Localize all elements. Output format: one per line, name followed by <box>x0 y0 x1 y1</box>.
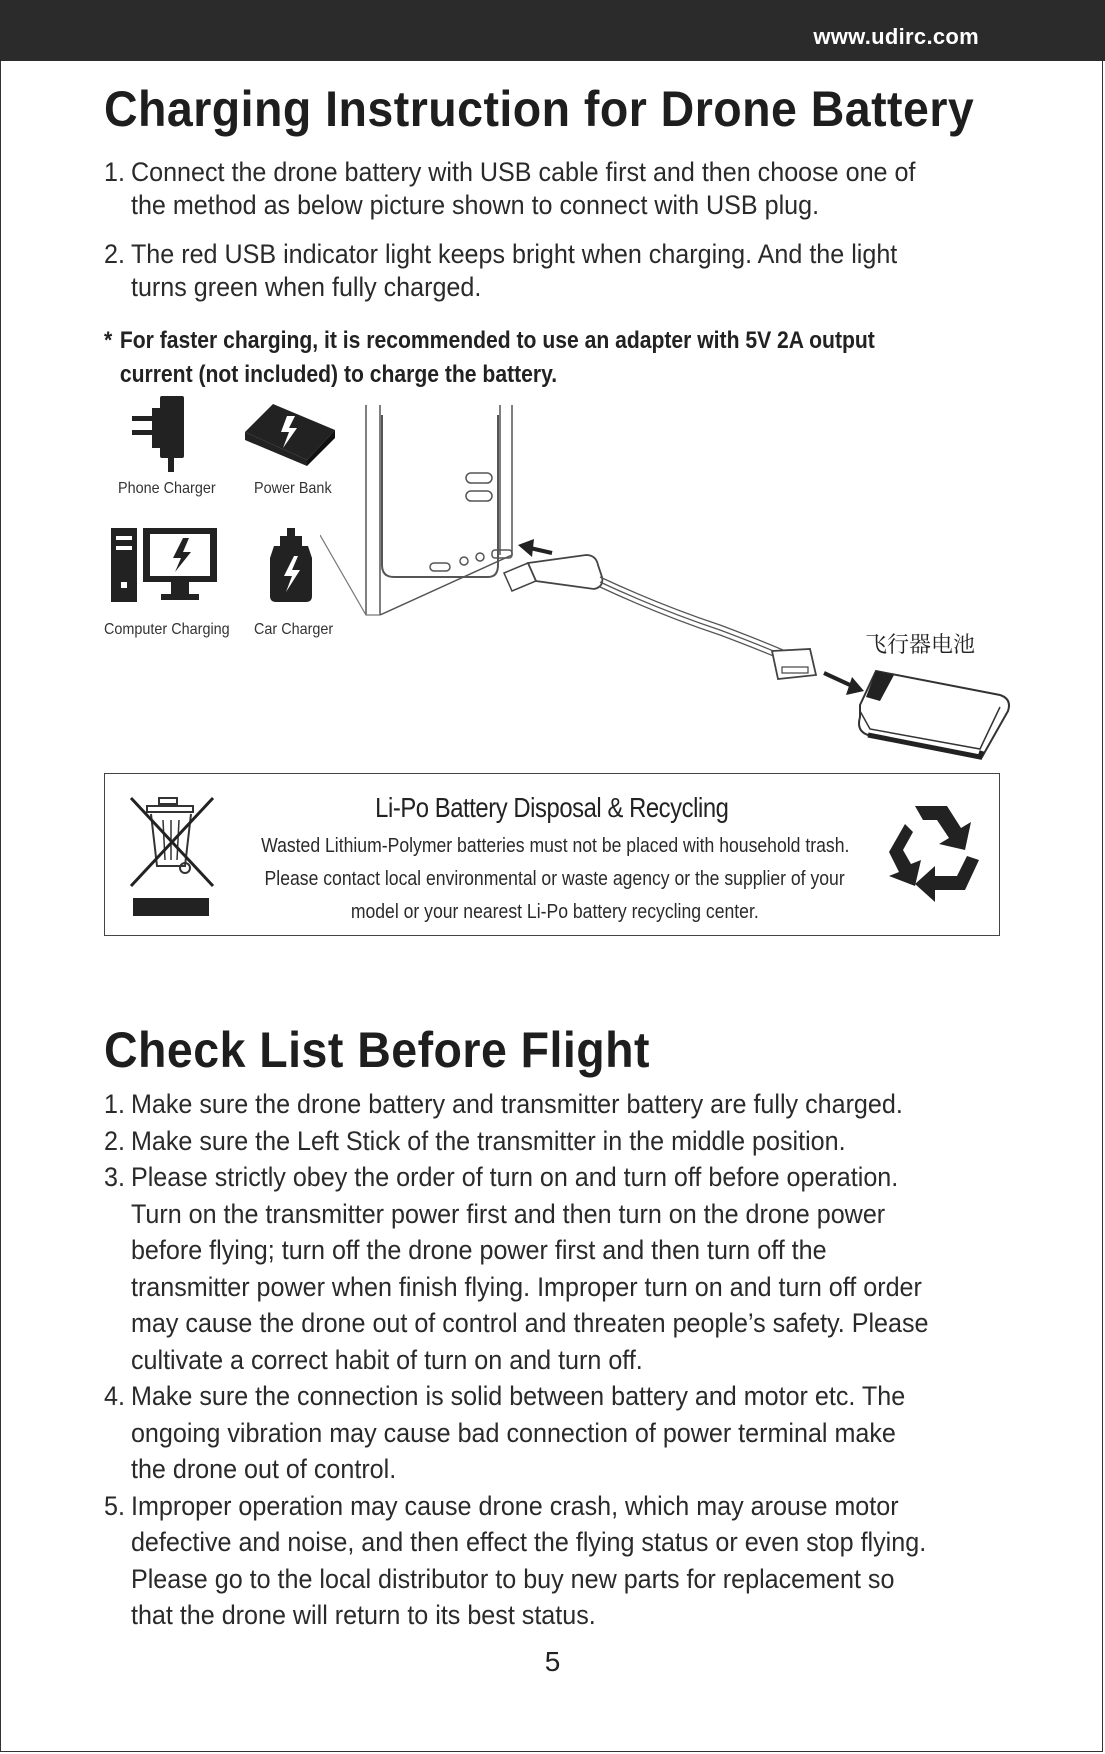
drone-battery-label: 飞行器电池 <box>865 632 976 657</box>
recycling-text: Wasted Lithium-Polymer batteries must not be placed with household trash. Please contact local environmental or waste agency or the supplier of your model or your nearest Li-Po battery recycling center. <box>260 835 850 923</box>
charging-title: Charging Instruction for Drone Battery <box>104 81 975 137</box>
charging-step: 2. The red USB indicator light keeps bright when charging. And the light turns green when fully charged. <box>104 239 898 302</box>
checklist-item: 5. Improper operation may cause drone crash, which may arouse motor defective and noise, and then effect the flying status or even stop flying. Please go to the local distributor to buy new parts for replacement so that the drone will return to its best status. <box>104 1490 927 1630</box>
checklist-item: 4. Make sure the connection is solid between battery and motor etc. The ongoing vibration may cause bad connection of power terminal make the drone out of control. <box>104 1381 906 1484</box>
charging-note: * For faster charging, it is recommended to use an adapter with 5V 2A output current (not included) to charge the battery. <box>104 327 875 388</box>
checklist-item: 2. Make sure the Left Stick of the transmitter in the middle position. <box>104 1125 846 1156</box>
charging-illustration <box>320 405 1010 760</box>
car-charger-label: Car Charger <box>254 621 334 638</box>
recycle-icon <box>875 798 987 906</box>
recycling-title: Li-Po Battery Disposal & Recycling <box>375 792 729 823</box>
phone-charger-label: Phone Charger <box>118 480 216 497</box>
checklist-item: 3. Please strictly obey the order of turn on and turn off before operation. Turn on the transmitter power first and then turn on the drone power before flying; turn off the drone power first and then turn off the transmitter power when finish flying. Improper turn on and turn off order may cause the drone out of control and threaten people’s safety. Please cultivate a correct habit of turn on and turn off. <box>104 1162 929 1375</box>
checklist-item: 1. Make sure the drone battery and transmitter battery are fully charged. <box>104 1089 903 1119</box>
charging-steps <box>104 156 993 304</box>
power-bank-label: Power Bank <box>254 480 332 497</box>
checklist-items <box>104 1086 993 1634</box>
car-charger-icon <box>270 528 312 602</box>
checklist-title: Check List Before Flight <box>104 1022 650 1078</box>
recycling-notice <box>104 773 1000 936</box>
charging-step: 1. Connect the drone battery with USB cable first and then choose one of the method as below picture shown to connect with USB plug. <box>104 157 916 220</box>
phone-charger-icon <box>132 396 192 474</box>
header-bar <box>0 0 1105 61</box>
computer-charging-label: Computer Charging <box>104 621 230 638</box>
computer-icon <box>111 528 217 602</box>
page-number: 5 <box>544 1646 561 1677</box>
website-url: www.udirc.com <box>813 24 979 49</box>
